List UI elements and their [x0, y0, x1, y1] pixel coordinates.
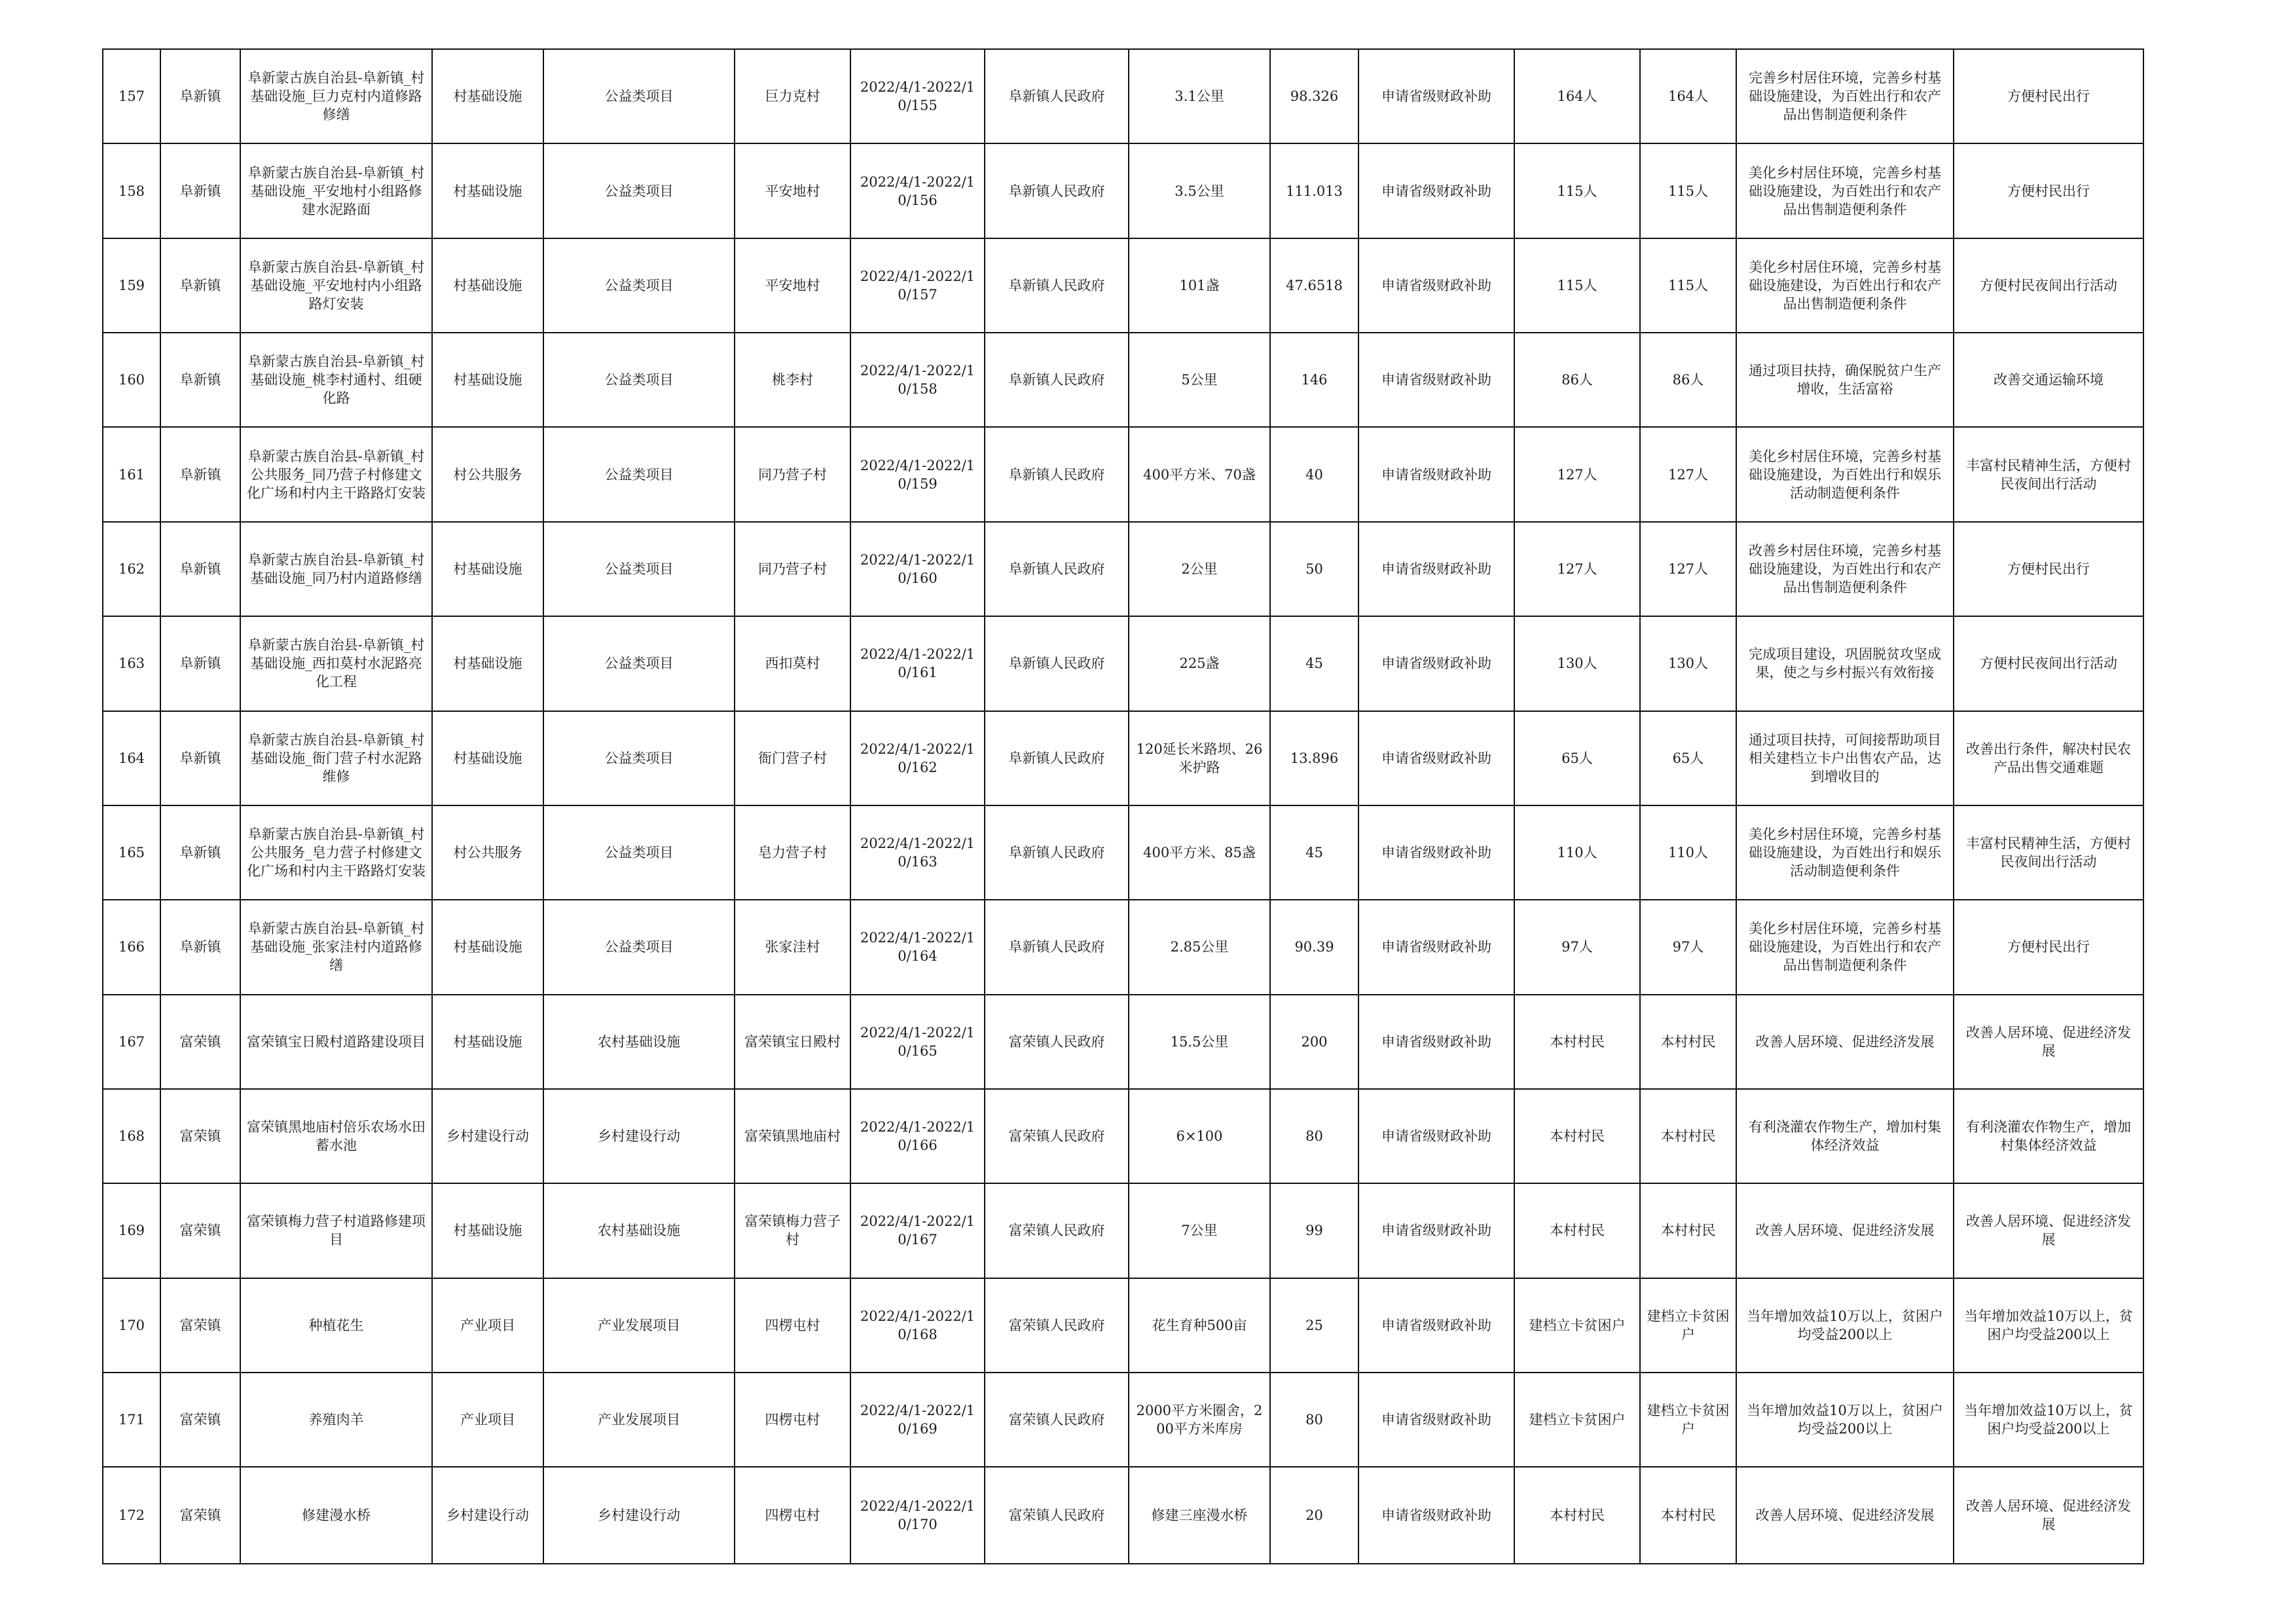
expected-outcome-cell: 美化乡村居住环境，完善乡村基础设施建设，为百姓出行和娱乐活动制造便利条件 [1736, 805, 1954, 900]
period-cell: 2022/4/1-2022/10/156 [850, 143, 985, 238]
beneficiaries-cell: 115人 [1514, 238, 1640, 333]
amount-cell: 80 [1270, 1089, 1358, 1183]
responsible-unit-cell: 阜新镇人民政府 [985, 711, 1129, 805]
expected-outcome-cell: 当年增加效益10万以上，贫困户均受益200以上 [1736, 1278, 1954, 1373]
beneficiaries-cell: 86人 [1514, 333, 1640, 427]
expected-outcome-cell: 美化乡村居住环境，完善乡村基础设施建设，为百姓出行和农产品出售制造便利条件 [1736, 143, 1954, 238]
project-name-cell: 阜新蒙古族自治县-阜新镇_村基础设施_衙门营子村水泥路维修 [240, 711, 432, 805]
benefit-cell: 方便村民出行 [1954, 143, 2143, 238]
project-name-cell: 阜新蒙古族自治县-阜新镇_村基础设施_巨力克村内道修路修缮 [240, 49, 432, 143]
table-row [103, 143, 2143, 238]
expected-outcome-cell: 改善人居环境、促进经济发展 [1736, 1467, 1954, 1564]
town-cell: 富荣镇 [160, 1467, 240, 1564]
fund-source-cell: 申请省级财政补助 [1358, 711, 1514, 805]
town-cell: 阜新镇 [160, 333, 240, 427]
beneficiaries-cell: 本村村民 [1514, 995, 1640, 1089]
benefit-cell: 丰富村民精神生活，方便村民夜间出行活动 [1954, 427, 2143, 521]
beneficiaries-cell: 本村村民 [1514, 1467, 1640, 1564]
amount-cell: 99 [1270, 1183, 1358, 1278]
period-cell: 2022/4/1-2022/10/166 [850, 1089, 985, 1183]
beneficiaries-cell: 164人 [1514, 49, 1640, 143]
scale-cell: 225盏 [1129, 616, 1270, 710]
table-row [103, 1278, 2143, 1373]
expected-outcome-cell: 美化乡村居住环境，完善乡村基础设施建设，为百姓出行和农产品出售制造便利条件 [1736, 900, 1954, 994]
expected-outcome-cell: 当年增加效益10万以上，贫困户均受益200以上 [1736, 1373, 1954, 1467]
town-cell: 阜新镇 [160, 522, 240, 616]
expected-outcome-cell: 美化乡村居住环境，完善乡村基础设施建设，为百姓出行和农产品出售制造便利条件 [1736, 238, 1954, 333]
row-number-cell: 164 [103, 711, 160, 805]
village-cell: 桃李村 [735, 333, 850, 427]
project-category-cell: 村基础设施 [432, 995, 543, 1089]
project-name-cell: 阜新蒙古族自治县-阜新镇_村基础设施_同乃村内道路修缮 [240, 522, 432, 616]
project-category-cell: 乡村建设行动 [432, 1089, 543, 1183]
benefit-cell: 改善出行条件，解决村民农产品出售交通难题 [1954, 711, 2143, 805]
scale-cell: 2.85公里 [1129, 900, 1270, 994]
beneficiaries-cell: 97人 [1640, 900, 1736, 994]
period-cell: 2022/4/1-2022/10/160 [850, 522, 985, 616]
project-type-cell: 乡村建设行动 [543, 1467, 735, 1564]
town-cell: 阜新镇 [160, 427, 240, 521]
village-cell: 四楞屯村 [735, 1278, 850, 1373]
benefit-cell: 方便村民出行 [1954, 900, 2143, 994]
expected-outcome-cell: 有利浇灌农作物生产，增加村集体经济效益 [1736, 1089, 1954, 1183]
benefit-cell: 方便村民夜间出行活动 [1954, 616, 2143, 710]
expected-outcome-cell: 改善人居环境、促进经济发展 [1736, 1183, 1954, 1278]
project-category-cell: 村基础设施 [432, 616, 543, 710]
row-number-cell: 168 [103, 1089, 160, 1183]
period-cell: 2022/4/1-2022/10/162 [850, 711, 985, 805]
fund-source-cell: 申请省级财政补助 [1358, 1089, 1514, 1183]
table-row [103, 616, 2143, 710]
scale-cell: 5公里 [1129, 333, 1270, 427]
responsible-unit-cell: 阜新镇人民政府 [985, 427, 1129, 521]
project-name-cell: 种植花生 [240, 1278, 432, 1373]
project-category-cell: 村基础设施 [432, 333, 543, 427]
amount-cell: 47.6518 [1270, 238, 1358, 333]
fund-source-cell: 申请省级财政补助 [1358, 616, 1514, 710]
project-type-cell: 公益类项目 [543, 805, 735, 900]
responsible-unit-cell: 富荣镇人民政府 [985, 1467, 1129, 1564]
row-number-cell: 158 [103, 143, 160, 238]
town-cell: 富荣镇 [160, 1183, 240, 1278]
responsible-unit-cell: 阜新镇人民政府 [985, 333, 1129, 427]
scale-cell: 2公里 [1129, 522, 1270, 616]
fund-source-cell: 申请省级财政补助 [1358, 900, 1514, 994]
project-name-cell: 修建漫水桥 [240, 1467, 432, 1564]
fund-source-cell: 申请省级财政补助 [1358, 995, 1514, 1089]
project-category-cell: 村基础设施 [432, 238, 543, 333]
fund-source-cell: 申请省级财政补助 [1358, 238, 1514, 333]
scale-cell: 花生育种500亩 [1129, 1278, 1270, 1373]
period-cell: 2022/4/1-2022/10/167 [850, 1183, 985, 1278]
project-category-cell: 村公共服务 [432, 805, 543, 900]
beneficiaries-cell: 115人 [1514, 143, 1640, 238]
expected-outcome-cell: 改善乡村居住环境，完善乡村基础设施建设，为百姓出行和农产品出售制造便利条件 [1736, 522, 1954, 616]
project-type-cell: 公益类项目 [543, 49, 735, 143]
project-type-cell: 公益类项目 [543, 333, 735, 427]
town-cell: 富荣镇 [160, 1373, 240, 1467]
expected-outcome-cell: 美化乡村居住环境，完善乡村基础设施建设，为百姓出行和娱乐活动制造便利条件 [1736, 427, 1954, 521]
benefit-cell: 方便村民夜间出行活动 [1954, 238, 2143, 333]
fund-source-cell: 申请省级财政补助 [1358, 143, 1514, 238]
responsible-unit-cell: 阜新镇人民政府 [985, 900, 1129, 994]
responsible-unit-cell: 阜新镇人民政府 [985, 49, 1129, 143]
responsible-unit-cell: 富荣镇人民政府 [985, 1373, 1129, 1467]
table-row [103, 49, 2143, 143]
fund-source-cell: 申请省级财政补助 [1358, 805, 1514, 900]
project-type-cell: 公益类项目 [543, 427, 735, 521]
beneficiaries-cell: 建档立卡贫困户 [1640, 1278, 1736, 1373]
row-number-cell: 166 [103, 900, 160, 994]
table-row [103, 1183, 2143, 1278]
village-cell: 巨力克村 [735, 49, 850, 143]
project-category-cell: 村基础设施 [432, 143, 543, 238]
project-category-cell: 乡村建设行动 [432, 1467, 543, 1564]
village-cell: 皂力营子村 [735, 805, 850, 900]
project-type-cell: 公益类项目 [543, 522, 735, 616]
village-cell: 四楞屯村 [735, 1373, 850, 1467]
project-category-cell: 村基础设施 [432, 1183, 543, 1278]
table-body [103, 49, 2143, 1564]
town-cell: 阜新镇 [160, 616, 240, 710]
fund-source-cell: 申请省级财政补助 [1358, 1183, 1514, 1278]
beneficiaries-cell: 130人 [1514, 616, 1640, 710]
beneficiaries-cell: 建档立卡贫困户 [1640, 1373, 1736, 1467]
period-cell: 2022/4/1-2022/10/158 [850, 333, 985, 427]
row-number-cell: 162 [103, 522, 160, 616]
beneficiaries-cell: 本村村民 [1514, 1089, 1640, 1183]
table-row [103, 1467, 2143, 1564]
project-type-cell: 公益类项目 [543, 616, 735, 710]
fund-source-cell: 申请省级财政补助 [1358, 1467, 1514, 1564]
project-name-cell: 富荣镇黑地庙村倍乐农场水田蓄水池 [240, 1089, 432, 1183]
village-cell: 张家洼村 [735, 900, 850, 994]
scale-cell: 6×100 [1129, 1089, 1270, 1183]
amount-cell: 111.013 [1270, 143, 1358, 238]
benefit-cell: 改善交通运输环境 [1954, 333, 2143, 427]
village-cell: 衙门营子村 [735, 711, 850, 805]
responsible-unit-cell: 阜新镇人民政府 [985, 143, 1129, 238]
beneficiaries-cell: 86人 [1640, 333, 1736, 427]
fund-source-cell: 申请省级财政补助 [1358, 333, 1514, 427]
row-number-cell: 159 [103, 238, 160, 333]
beneficiaries-cell: 97人 [1514, 900, 1640, 994]
amount-cell: 40 [1270, 427, 1358, 521]
village-cell: 四楞屯村 [735, 1467, 850, 1564]
town-cell: 阜新镇 [160, 49, 240, 143]
village-cell: 同乃营子村 [735, 427, 850, 521]
table-row [103, 522, 2143, 616]
scale-cell: 15.5公里 [1129, 995, 1270, 1089]
beneficiaries-cell: 115人 [1640, 143, 1736, 238]
town-cell: 阜新镇 [160, 900, 240, 994]
project-category-cell: 村公共服务 [432, 427, 543, 521]
scale-cell: 3.5公里 [1129, 143, 1270, 238]
project-name-cell: 阜新蒙古族自治县-阜新镇_村基础设施_平安地村小组路修建水泥路面 [240, 143, 432, 238]
benefit-cell: 有利浇灌农作物生产，增加村集体经济效益 [1954, 1089, 2143, 1183]
row-number-cell: 160 [103, 333, 160, 427]
period-cell: 2022/4/1-2022/10/165 [850, 995, 985, 1089]
amount-cell: 80 [1270, 1373, 1358, 1467]
scale-cell: 101盏 [1129, 238, 1270, 333]
amount-cell: 50 [1270, 522, 1358, 616]
project-name-cell: 富荣镇宝日殿村道路建设项目 [240, 995, 432, 1089]
project-name-cell: 养殖肉羊 [240, 1373, 432, 1467]
beneficiaries-cell: 127人 [1514, 522, 1640, 616]
table-row [103, 805, 2143, 900]
benefit-cell: 改善人居环境、促进经济发展 [1954, 995, 2143, 1089]
village-cell: 西扣莫村 [735, 616, 850, 710]
period-cell: 2022/4/1-2022/10/161 [850, 616, 985, 710]
amount-cell: 90.39 [1270, 900, 1358, 994]
scale-cell: 120延长米路坝、26米护路 [1129, 711, 1270, 805]
fund-source-cell: 申请省级财政补助 [1358, 522, 1514, 616]
amount-cell: 25 [1270, 1278, 1358, 1373]
benefit-cell: 方便村民出行 [1954, 522, 2143, 616]
amount-cell: 45 [1270, 805, 1358, 900]
project-category-cell: 村基础设施 [432, 900, 543, 994]
amount-cell: 20 [1270, 1467, 1358, 1564]
responsible-unit-cell: 富荣镇人民政府 [985, 995, 1129, 1089]
beneficiaries-cell: 本村村民 [1640, 1467, 1736, 1564]
fund-source-cell: 申请省级财政补助 [1358, 1278, 1514, 1373]
beneficiaries-cell: 127人 [1640, 522, 1736, 616]
period-cell: 2022/4/1-2022/10/157 [850, 238, 985, 333]
table-row [103, 1089, 2143, 1183]
table-row [103, 711, 2143, 805]
beneficiaries-cell: 65人 [1640, 711, 1736, 805]
responsible-unit-cell: 阜新镇人民政府 [985, 522, 1129, 616]
table-row [103, 900, 2143, 994]
beneficiaries-cell: 110人 [1514, 805, 1640, 900]
benefit-cell: 当年增加效益10万以上，贫困户均受益200以上 [1954, 1373, 2143, 1467]
town-cell: 阜新镇 [160, 711, 240, 805]
beneficiaries-cell: 110人 [1640, 805, 1736, 900]
beneficiaries-cell: 127人 [1514, 427, 1640, 521]
town-cell: 富荣镇 [160, 995, 240, 1089]
row-number-cell: 161 [103, 427, 160, 521]
row-number-cell: 167 [103, 995, 160, 1089]
row-number-cell: 171 [103, 1373, 160, 1467]
project-category-cell: 村基础设施 [432, 49, 543, 143]
fund-source-cell: 申请省级财政补助 [1358, 49, 1514, 143]
benefit-cell: 方便村民出行 [1954, 49, 2143, 143]
beneficiaries-cell: 127人 [1640, 427, 1736, 521]
beneficiaries-cell: 130人 [1640, 616, 1736, 710]
responsible-unit-cell: 富荣镇人民政府 [985, 1089, 1129, 1183]
period-cell: 2022/4/1-2022/10/168 [850, 1278, 985, 1373]
beneficiaries-cell: 建档立卡贫困户 [1514, 1278, 1640, 1373]
village-cell: 富荣镇梅力营子村 [735, 1183, 850, 1278]
town-cell: 阜新镇 [160, 805, 240, 900]
benefit-cell: 当年增加效益10万以上，贫困户均受益200以上 [1954, 1278, 2143, 1373]
project-name-cell: 阜新蒙古族自治县-阜新镇_村基础设施_桃李村通村、组硬化路 [240, 333, 432, 427]
project-type-cell: 公益类项目 [543, 143, 735, 238]
project-type-cell: 产业发展项目 [543, 1278, 735, 1373]
project-category-cell: 村基础设施 [432, 522, 543, 616]
fund-source-cell: 申请省级财政补助 [1358, 427, 1514, 521]
row-number-cell: 172 [103, 1467, 160, 1564]
scale-cell: 3.1公里 [1129, 49, 1270, 143]
amount-cell: 200 [1270, 995, 1358, 1089]
scale-cell: 400平方米、85盏 [1129, 805, 1270, 900]
responsible-unit-cell: 阜新镇人民政府 [985, 616, 1129, 710]
project-name-cell: 阜新蒙古族自治县-阜新镇_村基础设施_西扣莫村水泥路亮化工程 [240, 616, 432, 710]
beneficiaries-cell: 115人 [1640, 238, 1736, 333]
scale-cell: 修建三座漫水桥 [1129, 1467, 1270, 1564]
scale-cell: 7公里 [1129, 1183, 1270, 1278]
town-cell: 富荣镇 [160, 1089, 240, 1183]
beneficiaries-cell: 本村村民 [1640, 1183, 1736, 1278]
beneficiaries-cell: 164人 [1640, 49, 1736, 143]
project-name-cell: 阜新蒙古族自治县-阜新镇_村公共服务_同乃营子村修建文化广场和村内主干路路灯安装 [240, 427, 432, 521]
table-row [103, 995, 2143, 1089]
village-cell: 同乃营子村 [735, 522, 850, 616]
responsible-unit-cell: 阜新镇人民政府 [985, 238, 1129, 333]
expected-outcome-cell: 通过项目扶持，确保脱贫户生产增收，生活富裕 [1736, 333, 1954, 427]
period-cell: 2022/4/1-2022/10/163 [850, 805, 985, 900]
benefit-cell: 改善人居环境、促进经济发展 [1954, 1467, 2143, 1564]
village-cell: 平安地村 [735, 143, 850, 238]
project-name-cell: 阜新蒙古族自治县-阜新镇_村基础设施_张家洼村内道路修缮 [240, 900, 432, 994]
scale-cell: 400平方米、70盏 [1129, 427, 1270, 521]
project-type-cell: 公益类项目 [543, 711, 735, 805]
period-cell: 2022/4/1-2022/10/169 [850, 1373, 985, 1467]
project-type-cell: 公益类项目 [543, 238, 735, 333]
fund-source-cell: 申请省级财政补助 [1358, 1373, 1514, 1467]
benefit-cell: 丰富村民精神生活，方便村民夜间出行活动 [1954, 805, 2143, 900]
project-type-cell: 农村基础设施 [543, 995, 735, 1089]
scale-cell: 2000平方米圈舍，200平方米库房 [1129, 1373, 1270, 1467]
table-row [103, 333, 2143, 427]
project-type-cell: 产业发展项目 [543, 1373, 735, 1467]
amount-cell: 13.896 [1270, 711, 1358, 805]
expected-outcome-cell: 改善人居环境、促进经济发展 [1736, 995, 1954, 1089]
table-row [103, 1373, 2143, 1467]
beneficiaries-cell: 65人 [1514, 711, 1640, 805]
expected-outcome-cell: 完成项目建设，巩固脱贫攻坚成果，使之与乡村振兴有效衔接 [1736, 616, 1954, 710]
town-cell: 阜新镇 [160, 143, 240, 238]
table-row [103, 238, 2143, 333]
project-name-cell: 富荣镇梅力营子村道路修建项目 [240, 1183, 432, 1278]
project-category-cell: 产业项目 [432, 1373, 543, 1467]
beneficiaries-cell: 本村村民 [1514, 1183, 1640, 1278]
beneficiaries-cell: 本村村民 [1640, 1089, 1736, 1183]
village-cell: 平安地村 [735, 238, 850, 333]
project-type-cell: 公益类项目 [543, 900, 735, 994]
expected-outcome-cell: 通过项目扶持，可间接帮助项目相关建档立卡户出售农产品，达到增收目的 [1736, 711, 1954, 805]
project-category-cell: 村基础设施 [432, 711, 543, 805]
expected-outcome-cell: 完善乡村居住环境，完善乡村基础设施建设，为百姓出行和农产品出售制造便利条件 [1736, 49, 1954, 143]
village-cell: 富荣镇黑地庙村 [735, 1089, 850, 1183]
responsible-unit-cell: 阜新镇人民政府 [985, 805, 1129, 900]
responsible-unit-cell: 富荣镇人民政府 [985, 1183, 1129, 1278]
period-cell: 2022/4/1-2022/10/159 [850, 427, 985, 521]
amount-cell: 146 [1270, 333, 1358, 427]
period-cell: 2022/4/1-2022/10/170 [850, 1467, 985, 1564]
responsible-unit-cell: 富荣镇人民政府 [985, 1278, 1129, 1373]
project-category-cell: 产业项目 [432, 1278, 543, 1373]
amount-cell: 98.326 [1270, 49, 1358, 143]
table-row [103, 427, 2143, 521]
benefit-cell: 改善人居环境、促进经济发展 [1954, 1183, 2143, 1278]
row-number-cell: 157 [103, 49, 160, 143]
row-number-cell: 170 [103, 1278, 160, 1373]
beneficiaries-cell: 本村村民 [1640, 995, 1736, 1089]
town-cell: 阜新镇 [160, 238, 240, 333]
row-number-cell: 163 [103, 616, 160, 710]
project-table [102, 48, 2144, 1564]
project-type-cell: 农村基础设施 [543, 1183, 735, 1278]
row-number-cell: 165 [103, 805, 160, 900]
project-name-cell: 阜新蒙古族自治县-阜新镇_村基础设施_平安地村内小组路路灯安装 [240, 238, 432, 333]
project-name-cell: 阜新蒙古族自治县-阜新镇_村公共服务_皂力营子村修建文化广场和村内主干路路灯安装 [240, 805, 432, 900]
period-cell: 2022/4/1-2022/10/164 [850, 900, 985, 994]
row-number-cell: 169 [103, 1183, 160, 1278]
project-type-cell: 乡村建设行动 [543, 1089, 735, 1183]
town-cell: 富荣镇 [160, 1278, 240, 1373]
amount-cell: 45 [1270, 616, 1358, 710]
beneficiaries-cell: 建档立卡贫困户 [1514, 1373, 1640, 1467]
village-cell: 富荣镇宝日殿村 [735, 995, 850, 1089]
period-cell: 2022/4/1-2022/10/155 [850, 49, 985, 143]
